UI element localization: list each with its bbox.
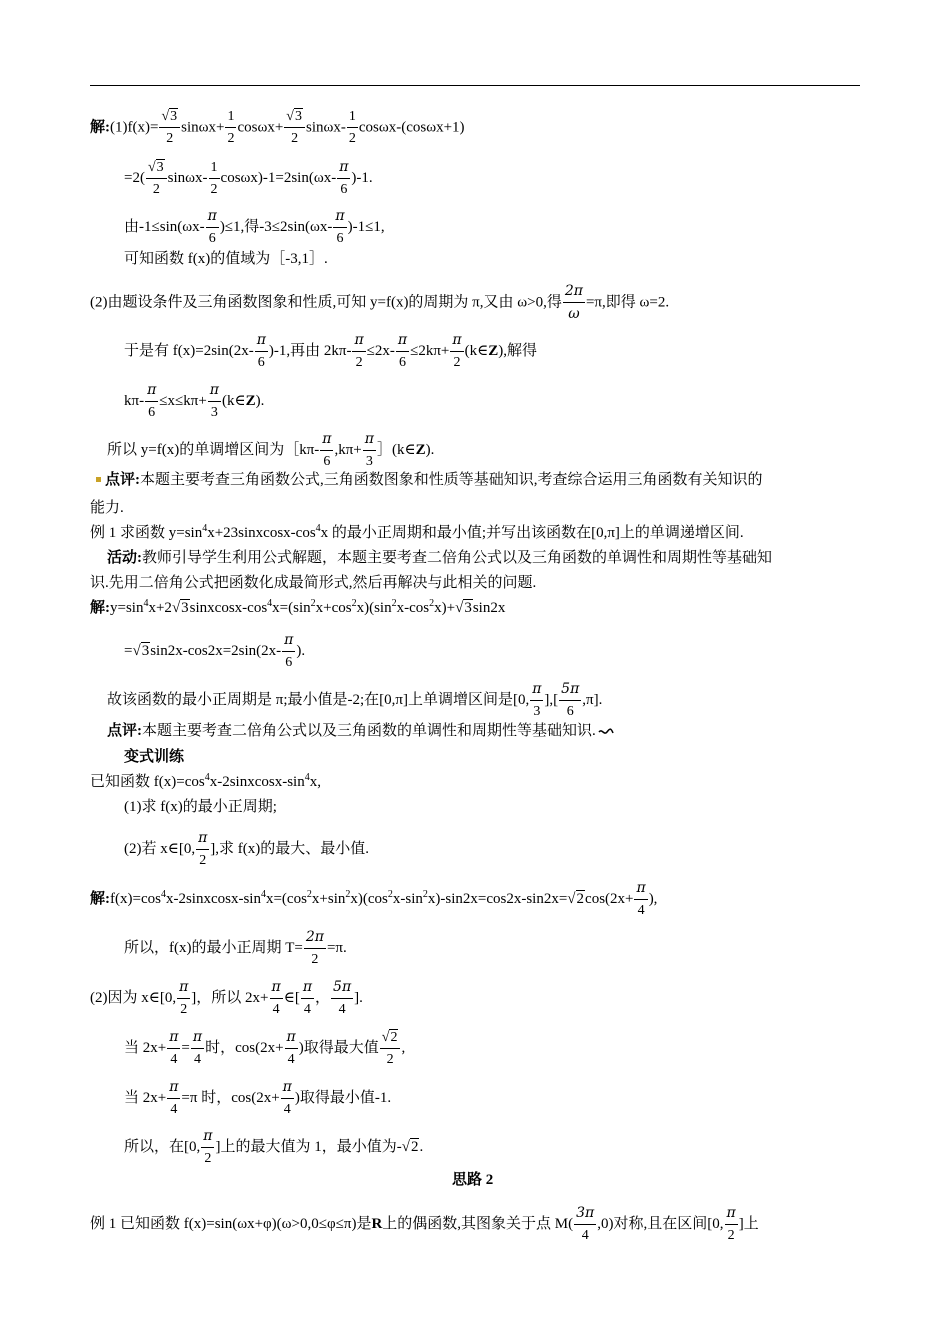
text: y=sin <box>110 600 144 616</box>
text: 可知函数 f(x)的值域为［-3,1］. <box>124 251 328 267</box>
superscript: 4 <box>260 888 266 900</box>
superscript: 2 <box>306 888 312 900</box>
text: 所以，在[0, <box>124 1138 201 1155</box>
line-19 <box>90 771 321 793</box>
text: ]上的最大值为 1，最小值为- <box>215 1138 402 1155</box>
text: =2( <box>124 169 145 186</box>
text: 故该函数的最小正周期是 π;最小值是-2;在[0,π]上单调增区间是[0, <box>107 691 530 708</box>
line-29 <box>90 1206 759 1243</box>
text: )取得最小值-1. <box>294 1089 392 1106</box>
line-25 <box>124 1030 405 1067</box>
text: )-1. <box>351 169 373 186</box>
fraction: $\frac{\pi}{4}$ <box>192 1029 203 1067</box>
line-14 <box>90 597 505 619</box>
line-28 <box>452 1169 493 1191</box>
text: = <box>181 1039 190 1056</box>
superscript: 2 <box>422 888 428 900</box>
text: 当 2x+ <box>124 1039 167 1056</box>
text: ≤2kπ+ <box>410 342 450 359</box>
solution-label: 解: <box>90 600 110 616</box>
line-22 <box>90 881 657 918</box>
sqrt: √3 <box>132 642 150 659</box>
text: x+2 <box>148 600 172 616</box>
text: x)-sin2x=cos2x-sin2x= <box>427 890 568 907</box>
line-15 <box>124 633 305 670</box>
text: =π 时，cos(2x+ <box>181 1089 280 1106</box>
sqrt: √3 <box>147 159 164 175</box>
comment-label: 点评: <box>105 472 140 488</box>
fraction: $\frac{\pi}{4}$ <box>169 1029 179 1067</box>
text: x-2sinxcosx-sin <box>165 890 261 907</box>
line-26 <box>124 1080 391 1117</box>
superscript: 2 <box>351 598 357 609</box>
text: )≤1,得-3≤2sin(ωx- <box>219 218 333 235</box>
text: ∈[ <box>283 989 300 1006</box>
text: (k∈ <box>464 342 489 359</box>
line-8 <box>107 432 434 469</box>
text: 上的偶函数,其图象关于点 M( <box>382 1215 574 1232</box>
text: ), <box>648 890 658 907</box>
line-11 <box>90 522 744 544</box>
text: ,π]. <box>582 691 603 708</box>
fraction: $\frac{\pi}{6}$ <box>284 632 294 670</box>
text: x 的最小正周期和最小值;并写出该函数在[0,π]上的单调递增区间. <box>320 525 744 541</box>
text: 于是有 f(x)=2sin(2x- <box>124 342 254 359</box>
superscript: 2 <box>391 598 397 609</box>
fraction: $\frac{\pi}{6}$ <box>147 382 157 420</box>
fraction: $\frac{\pi}{4}$ <box>169 1079 179 1117</box>
fraction: $\frac{√3}{2}$ <box>146 161 167 197</box>
fraction: $\frac{\pi}{2}$ <box>354 332 364 370</box>
fraction: $\frac{\pi}{2}$ <box>203 1128 213 1166</box>
section-heading: 思路 2 <box>452 1172 494 1188</box>
fraction: $\frac{\pi}{6}$ <box>322 431 332 469</box>
line-27 <box>124 1129 423 1166</box>
text: x-2sinxcosx-sin <box>209 774 305 790</box>
text: ]上 <box>738 1215 759 1232</box>
text: x)(cos <box>350 890 388 907</box>
text: =π,即得 ω=2. <box>585 294 670 311</box>
text: 由-1≤sin(ωx- <box>124 218 205 235</box>
text: sinωx- <box>167 169 208 186</box>
fraction: $\frac{\pi}{4}$ <box>282 1079 292 1117</box>
text: )取得最大值 <box>298 1039 379 1056</box>
text: sinωx- <box>305 119 346 136</box>
text: f(x)=cos <box>110 890 161 907</box>
fraction: $\frac{5\pi}{6}$ <box>561 681 580 719</box>
fraction: $\frac{\pi}{3}$ <box>364 431 374 469</box>
text: ). <box>425 441 435 458</box>
text: ],[ <box>544 691 559 708</box>
fraction: $\frac{\pi}{6}$ <box>335 208 345 246</box>
sqrt: √2 <box>567 890 585 907</box>
text: )-1,再由 2kπ- <box>268 342 352 359</box>
fraction: $\frac{2\pi}{2}$ <box>305 929 324 967</box>
text: ≤x≤kπ+ <box>159 392 207 409</box>
line-6 <box>124 333 537 370</box>
line-18 <box>124 746 184 768</box>
text: ). <box>255 392 265 409</box>
text: x+23sinxcosx-cos <box>207 525 316 541</box>
text: ],求 f(x)的最大、最小值. <box>210 840 370 857</box>
solution-label: 解: <box>90 890 110 907</box>
sqrt: √2 <box>381 1029 398 1045</box>
fraction: $\frac{\pi}{4}$ <box>271 979 281 1017</box>
fraction: $\frac{√3}{2}$ <box>159 110 180 146</box>
text: x+sin <box>311 890 346 907</box>
sqrt: √3 <box>171 600 189 616</box>
text: =π. <box>326 939 347 956</box>
text: , <box>401 1039 406 1056</box>
fraction: $\frac{\pi}{2}$ <box>198 830 208 868</box>
text: sin2x-cos2x=2sin(2x- <box>150 642 282 659</box>
fraction: $\frac{\pi}{6}$ <box>256 332 266 370</box>
solution-label: 解: <box>90 119 110 136</box>
text: 能力. <box>90 500 124 516</box>
fraction: $\frac{1}{2}$ <box>348 109 356 146</box>
text: ， <box>315 989 331 1006</box>
text: 时，cos(2x+ <box>205 1039 284 1056</box>
text: (1)求 f(x)的最小正周期; <box>124 799 277 815</box>
text: 所以 y=f(x)的单调增区间为［kπ- <box>107 441 320 458</box>
superscript: 2 <box>310 598 316 609</box>
text: . <box>419 1138 424 1155</box>
fraction: $\frac{\pi}{6}$ <box>339 159 349 197</box>
sqrt: √3 <box>161 109 178 124</box>
text: 已知函数 f(x)=cos <box>90 774 205 790</box>
scribble-icon <box>598 727 614 737</box>
text: 教师引导学生利用公式解题，本题主要考查二倍角公式以及三角函数的单调性和周期性等基础知 <box>142 550 773 566</box>
text: 例 1 求函数 y=sin <box>90 525 203 541</box>
superscript: 4 <box>304 772 310 783</box>
set-symbol: Z <box>245 392 256 409</box>
sqrt: √2 <box>401 1138 419 1155</box>
text: ,kπ+ <box>334 441 362 458</box>
superscript: 2 <box>345 888 351 900</box>
text: 本题主要考查三角函数公式,三角函数图象和性质等基础知识,考查综合运用三角函数有关知识的 <box>140 472 763 488</box>
fraction: $\frac{3\pi}{4}$ <box>576 1205 595 1243</box>
line-7 <box>124 383 264 420</box>
text: x-cos <box>396 600 430 616</box>
line-13 <box>90 572 536 594</box>
text: )-1≤1, <box>347 218 385 235</box>
line-5 <box>90 284 669 322</box>
text: 识.先用二倍角公式把函数化成最简形式,然后再解决与此相关的问题. <box>90 575 537 591</box>
set-symbol: Z <box>415 441 426 458</box>
text: = <box>124 642 133 659</box>
fraction: $\frac{\pi}{6}$ <box>397 332 408 370</box>
line-1 <box>90 110 465 146</box>
text: ). <box>296 642 306 659</box>
fraction: $\frac{\pi}{3}$ <box>532 681 542 719</box>
fraction: $\frac{√2}{2}$ <box>380 1031 401 1067</box>
line-2 <box>124 160 373 197</box>
text: 本题主要考查二倍角公式以及三角函数的单调性和周期性等基础知识. <box>142 723 596 739</box>
text: x+cos <box>315 600 352 616</box>
text: (1)f(x)= <box>110 119 159 136</box>
text: 所以，f(x)的最小正周期 T= <box>124 939 303 956</box>
line-12 <box>107 547 772 569</box>
sqrt: √3 <box>455 600 472 616</box>
fraction: $\frac{\pi}{4}$ <box>302 979 313 1017</box>
superscript: 4 <box>160 888 166 900</box>
line-16 <box>107 682 602 719</box>
text: cosωx)-1=2sin(ωx- <box>220 169 337 186</box>
text: 当 2x+ <box>124 1089 167 1106</box>
text: x)+ <box>434 600 456 616</box>
text: x-sin <box>392 890 423 907</box>
text: sin2x <box>472 600 506 616</box>
comment-label: 点评: <box>107 723 142 739</box>
fraction: $\frac{\pi}{2}$ <box>179 979 189 1017</box>
text: kπ- <box>124 392 145 409</box>
text: ≤2x- <box>366 342 395 359</box>
fraction: $\frac{√3}{2}$ <box>284 110 305 146</box>
sqrt: √3 <box>286 109 302 124</box>
text: cosωx+ <box>237 119 284 136</box>
line-24 <box>90 980 363 1017</box>
line-20 <box>124 796 277 818</box>
superscript: 4 <box>143 598 149 609</box>
line-23 <box>124 930 347 967</box>
text: (2)因为 x∈[0, <box>90 989 177 1006</box>
superscript: 4 <box>204 772 210 783</box>
bullet-mark <box>96 477 101 482</box>
fraction: $\frac{\pi}{4}$ <box>286 1029 296 1067</box>
activity-label: 活动: <box>107 550 142 566</box>
fraction: $\frac{\pi}{2}$ <box>726 1205 736 1243</box>
fraction: $\frac{\pi}{2}$ <box>452 332 462 370</box>
line-9 <box>96 469 763 491</box>
text: x, <box>309 774 321 790</box>
set-symbol: Z <box>488 342 499 359</box>
text: cosωx-(cosωx+1) <box>358 119 465 136</box>
line-4 <box>124 248 328 270</box>
text: 例 1 已知函数 f(x)=sin(ωx+φ)(ω>0,0≤φ≤π)是 <box>90 1215 372 1232</box>
fraction: $\frac{2\pi}{\omega}$ <box>564 283 583 322</box>
line-3 <box>124 209 385 246</box>
fraction: $\frac{\pi}{4}$ <box>636 880 646 918</box>
superscript: 4 <box>267 598 273 609</box>
text: sinxcosx-cos <box>189 600 268 616</box>
fraction: $\frac{\pi}{6}$ <box>207 208 217 246</box>
fraction: $\frac{1}{2}$ <box>210 159 218 197</box>
text: x)(sin <box>356 600 392 616</box>
text: sinωx+ <box>181 119 225 136</box>
text: ］(k∈ <box>376 441 416 458</box>
text: (2)由题设条件及三角函数图象和性质,可知 y=f(x)的周期为 π,又由 ω>0,得 <box>90 294 562 311</box>
superscript: 2 <box>387 888 393 900</box>
superscript: 4 <box>202 523 208 534</box>
superscript: 4 <box>315 523 321 534</box>
text: cos(2x+ <box>585 890 634 907</box>
text: ]，所以 2x+ <box>191 989 269 1006</box>
superscript: 2 <box>429 598 435 609</box>
fraction: $\frac{\pi}{3}$ <box>209 382 219 420</box>
set-symbol: R <box>371 1215 383 1232</box>
text: (k∈ <box>221 392 246 409</box>
line-17 <box>107 720 614 742</box>
fraction: $\frac{5\pi}{4}$ <box>333 979 352 1017</box>
text: x=(sin <box>272 600 311 616</box>
text: ]. <box>354 989 363 1006</box>
line-10 <box>90 497 124 519</box>
section-heading: 变式训练 <box>124 749 185 765</box>
header-rule <box>90 85 860 86</box>
text: ,0)对称,且在区间[0, <box>597 1215 724 1232</box>
text: x=(cos <box>265 890 307 907</box>
line-21 <box>124 831 369 868</box>
text: ),解得 <box>498 342 537 359</box>
fraction: $\frac{1}{2}$ <box>227 109 235 146</box>
text: (2)若 x∈[0, <box>124 840 196 857</box>
